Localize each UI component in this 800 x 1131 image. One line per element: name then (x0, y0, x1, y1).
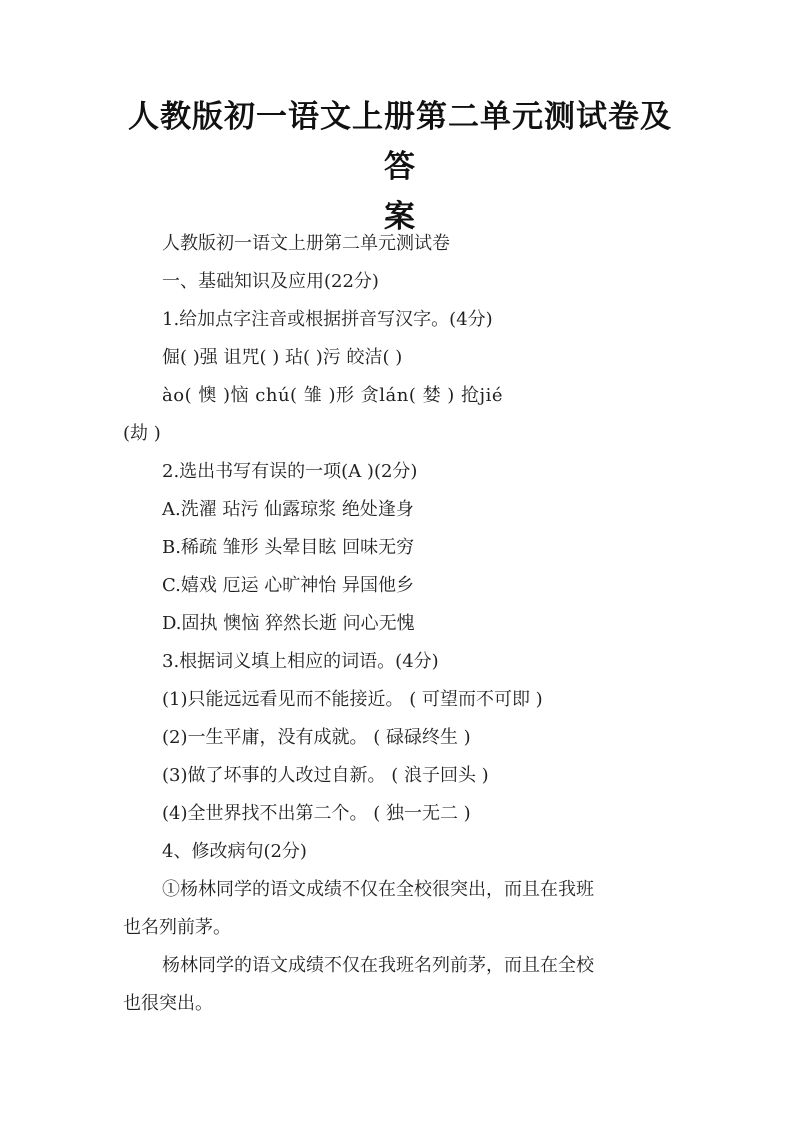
question-3-item-4: (4)全世界找不出第二个。 ( 独一无二 ) (162, 803, 471, 824)
question-4-answer: 杨林同学的语文成绩不仅在我班名列前茅，而且在全校 (162, 955, 594, 976)
question-4-answer-cont: 也很突出。 (123, 993, 213, 1014)
option-d: D.固执 懊恼 猝然长逝 问心无愧 (162, 613, 415, 634)
option-a: A.洗濯 玷污 仙露琼浆 绝处逢身 (162, 499, 414, 520)
question-4: 4、修改病句(2分) (162, 841, 307, 862)
question-1-pinyin: ào( 懊 )恼 chú( 雏 )形 贪lán( 婪 ) 抢jié (162, 385, 504, 406)
question-1-items: 倔( )强 诅咒( ) 玷( )污 皎洁( ) (162, 347, 403, 368)
question-4-sentence: ①杨林同学的语文成绩不仅在全校很突出，而且在我班 (162, 879, 594, 900)
question-3-item-2: (2)一生平庸，没有成就。 ( 碌碌终生 ) (162, 727, 471, 748)
option-b: B.稀疏 雏形 头晕目眩 回味无穷 (162, 537, 415, 558)
title-line-2: 案 (384, 199, 416, 235)
question-3-item-3: (3)做了坏事的人改过自新。 ( 浪子回头 ) (162, 765, 489, 786)
title-line-1: 人教版初一语文上册第二单元测试卷及答 (128, 99, 672, 185)
question-2: 2.选出书写有误的一项(A )(2分) (162, 461, 418, 482)
subtitle-line: 人教版初一语文上册第二单元测试卷 (162, 233, 450, 254)
section-heading: 一、基础知识及应用(22分) (162, 271, 379, 292)
question-4-sentence-cont: 也名列前茅。 (123, 917, 231, 938)
question-3-item-1: (1)只能远远看见而不能接近。 ( 可望而不可即 ) (162, 689, 543, 710)
option-c: C.嬉戏 厄运 心旷神怡 异国他乡 (162, 575, 415, 596)
question-1: 1.给加点字注音或根据拼音写汉字。(4分) (162, 309, 493, 330)
question-3: 3.根据词义填上相应的词语。(4分) (162, 651, 439, 672)
document-title (120, 92, 680, 242)
question-1-pinyin-cont: (劫 ) (123, 423, 161, 444)
